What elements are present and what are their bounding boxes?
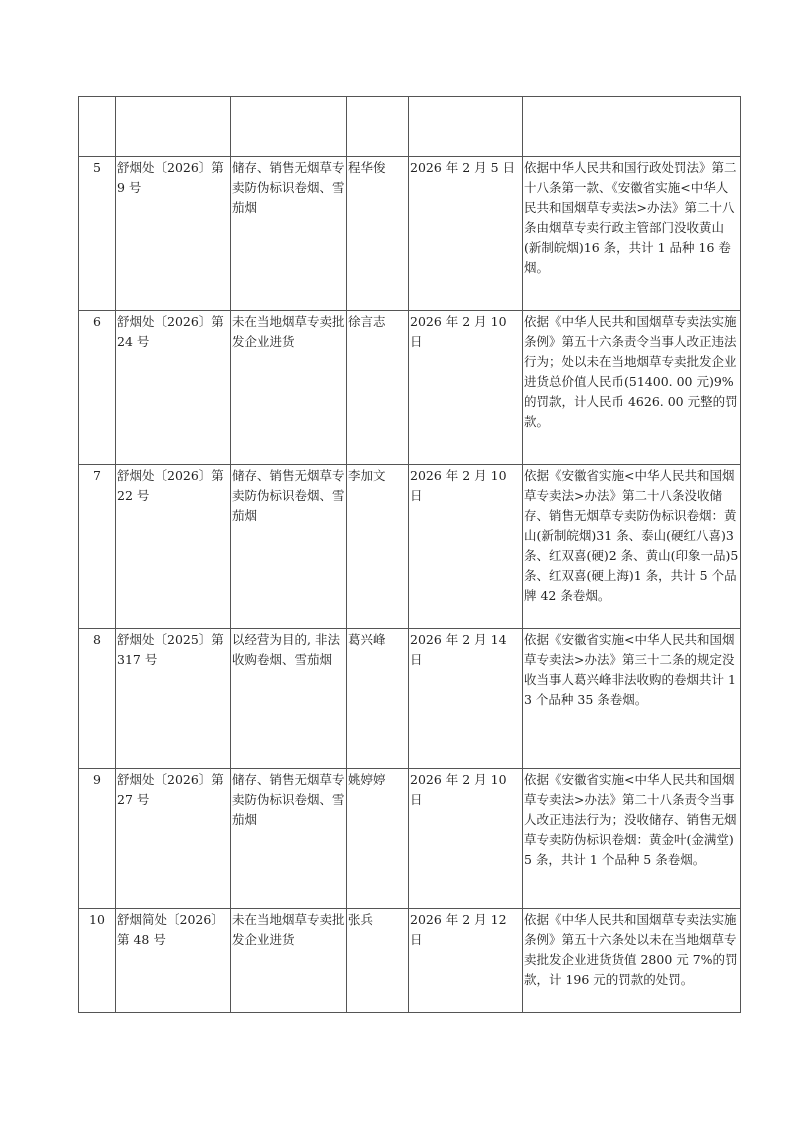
document-number: 舒烟处〔2026〕第 24 号 <box>116 311 231 465</box>
document-number: 舒烟处〔2026〕第 9 号 <box>116 157 231 311</box>
row-number: 5 <box>79 157 116 311</box>
row-number: 8 <box>79 629 116 769</box>
penalty-basis: 依据《安徽省实施<中华人民共和国烟草专卖法>办法》第二十八条责令当事人改正违法行为；没收储存、销售无烟草专卖防伪标识卷烟：黄金叶(金满堂)5 条，共计 1 个品种 5 条卷烟。 <box>523 769 741 909</box>
document-number: 舒烟处〔2025〕第 317 号 <box>116 629 231 769</box>
row-number: 9 <box>79 769 116 909</box>
party-name: 徐言志 <box>347 311 409 465</box>
row-number <box>79 97 116 157</box>
violation-reason: 储存、销售无烟草专卖防伪标识卷烟、雪茄烟 <box>231 157 347 311</box>
table-row <box>79 311 741 465</box>
party-name <box>347 97 409 157</box>
party-name: 张兵 <box>347 909 409 1013</box>
party-name: 程华俊 <box>347 157 409 311</box>
decision-date: 2026 年 2 月 10 日 <box>409 769 523 909</box>
penalty-basis: 依据《中华人民共和国烟草专卖法实施条例》第五十六条责令当事人改正违法行为；处以未在当地烟草专卖批发企业进货总价值人民币(51400. 00 元)9%的罚款，计人民币 4626. 00 元整的罚款。 <box>523 311 741 465</box>
violation-reason: 以经营为目的, 非法收购卷烟、雪茄烟 <box>231 629 347 769</box>
party-name: 李加文 <box>347 465 409 629</box>
decision-date <box>409 97 523 157</box>
document-number: 舒烟处〔2026〕第 27 号 <box>116 769 231 909</box>
decision-date: 2026 年 2 月 10 日 <box>409 465 523 629</box>
row-number: 7 <box>79 465 116 629</box>
penalty-basis: 依据中华人民共和国行政处罚法》第二十八条第一款、《安徽省实施<中华人民共和国烟草专卖法>办法》第二十八条由烟草专卖行政主管部门没收黄山(新制皖烟)16 条，共计 1 品种 16 卷烟。 <box>523 157 741 311</box>
violation-reason: 未在当地烟草专卖批发企业进货 <box>231 311 347 465</box>
row-number: 6 <box>79 311 116 465</box>
table-row <box>79 629 741 769</box>
party-name: 葛兴峰 <box>347 629 409 769</box>
violation-reason: 储存、销售无烟草专卖防伪标识卷烟、雪茄烟 <box>231 769 347 909</box>
decision-date: 2026 年 2 月 5 日 <box>409 157 523 311</box>
party-name: 姚婷婷 <box>347 769 409 909</box>
penalty-basis: 依据《安徽省实施<中华人民共和国烟草专卖法>办法》第二十八条没收储存、销售无烟草专卖防伪标识卷烟：黄山(新制皖烟)31 条、泰山(硬红八喜)3 条、红双喜(硬)2 条、黄山(印象一品)5 条、红双喜(硬上海)1 条，共计 5 个品牌 42 条卷烟。 <box>523 465 741 629</box>
penalty-basis: 依据《中华人民共和国烟草专卖法实施条例》第五十六条处以未在当地烟草专卖批发企业进货货值 2800 元 7%的罚款，计 196 元的罚款的处罚。 <box>523 909 741 1013</box>
penalty-basis: 依据《安徽省实施<中华人民共和国烟草专卖法>办法》第三十二条的规定没收当事人葛兴峰非法收购的卷烟共计 13 个品种 35 条卷烟。 <box>523 629 741 769</box>
table-row <box>79 97 741 157</box>
penalty-basis <box>523 97 741 157</box>
penalty-table <box>78 96 741 1013</box>
table-row <box>79 157 741 311</box>
violation-reason: 未在当地烟草专卖批发企业进货 <box>231 909 347 1013</box>
decision-date: 2026 年 2 月 14 日 <box>409 629 523 769</box>
decision-date: 2026 年 2 月 10 日 <box>409 311 523 465</box>
violation-reason: 储存、销售无烟草专卖防伪标识卷烟、雪茄烟 <box>231 465 347 629</box>
decision-date: 2026 年 2 月 12 日 <box>409 909 523 1013</box>
table-row <box>79 769 741 909</box>
document-number: 舒烟处〔2026〕第 22 号 <box>116 465 231 629</box>
violation-reason <box>231 97 347 157</box>
document-number: 舒烟简处〔2026〕第 48 号 <box>116 909 231 1013</box>
document-number <box>116 97 231 157</box>
table-row <box>79 909 741 1013</box>
table-row <box>79 465 741 629</box>
row-number: 10 <box>79 909 116 1013</box>
